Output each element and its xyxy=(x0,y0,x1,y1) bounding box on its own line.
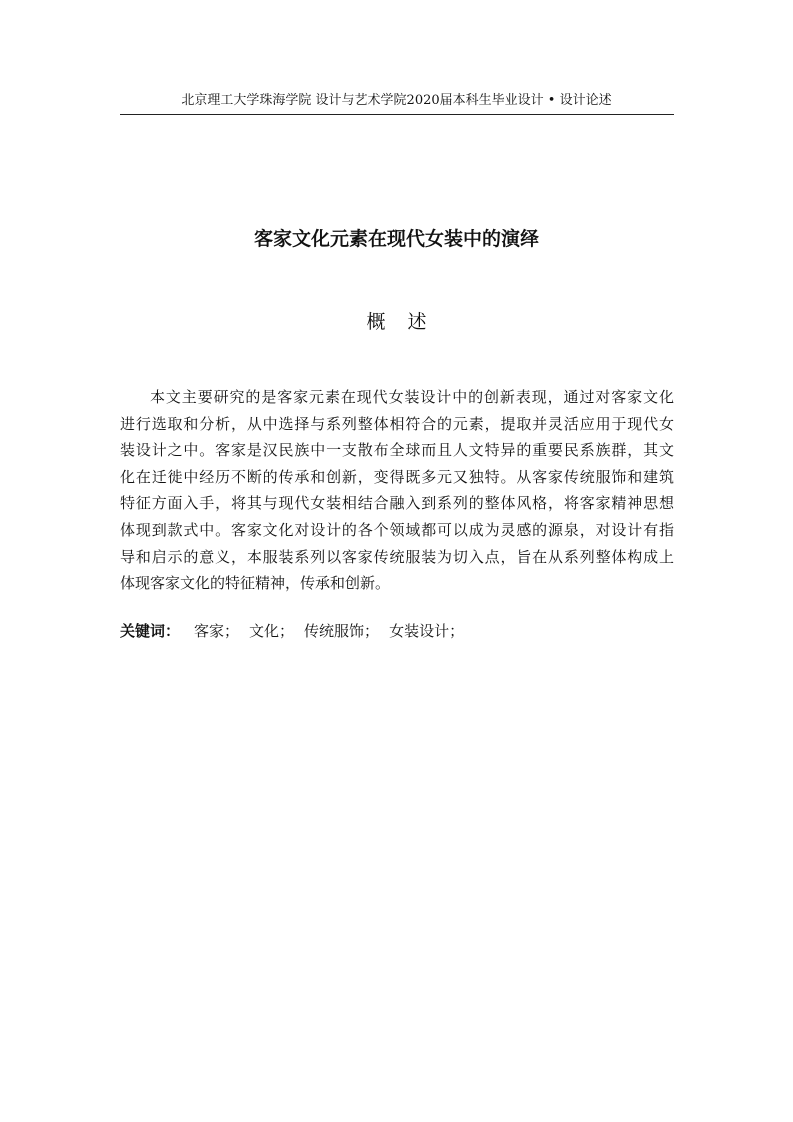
keywords-row xyxy=(120,620,674,642)
keyword-item: 文化； xyxy=(249,622,295,640)
abstract-line: 进行选取和分析，从中选择与系列整体相符合的元素，提取并灵活应用于现代女 xyxy=(120,414,674,433)
header-divider xyxy=(120,114,674,115)
abstract-line: 本文主要研究的是客家元素在现代女装设计中的创新表现，通过对客家文化 xyxy=(150,388,674,406)
abstract-line: 导和启示的意义，本服装系列以客家传统服装为切入点，旨在从系列整体构成上 xyxy=(120,547,674,566)
abstract-line: 体现到款式中。客家文化对设计的各个领域都可以成为灵感的源泉，对设计有指 xyxy=(120,520,674,539)
abstract-line: 体现客家文化的特征精神，传承和创新。 xyxy=(120,574,391,593)
abstract-line: 化在迁徙中经历不断的传承和创新，变得既多元又独特。从客家传统服饰和建筑 xyxy=(120,467,674,486)
keyword-item: 客家； xyxy=(194,622,240,640)
document-title: 客家文化元素在现代女装中的演绎 xyxy=(253,228,539,250)
keyword-item: 传统服饰； xyxy=(304,622,380,640)
abstract-line: 特征方面入手，将其与现代女装相结合融入到系列的整体风格，将客家精神思想 xyxy=(120,494,674,513)
keyword-item: 女装设计； xyxy=(389,622,465,640)
keywords-label: 关键词： xyxy=(120,622,181,640)
abstract-heading: 概述 xyxy=(366,311,449,333)
running-header: 北京理工大学珠海学院 设计与艺术学院2020届本科生毕业设计 • 设计论述 xyxy=(181,93,612,108)
abstract-line: 装设计之中。客家是汉民族中一支散布全球而且人文特异的重要民系族群，其文 xyxy=(120,441,674,460)
abstract-paragraph xyxy=(120,384,674,597)
